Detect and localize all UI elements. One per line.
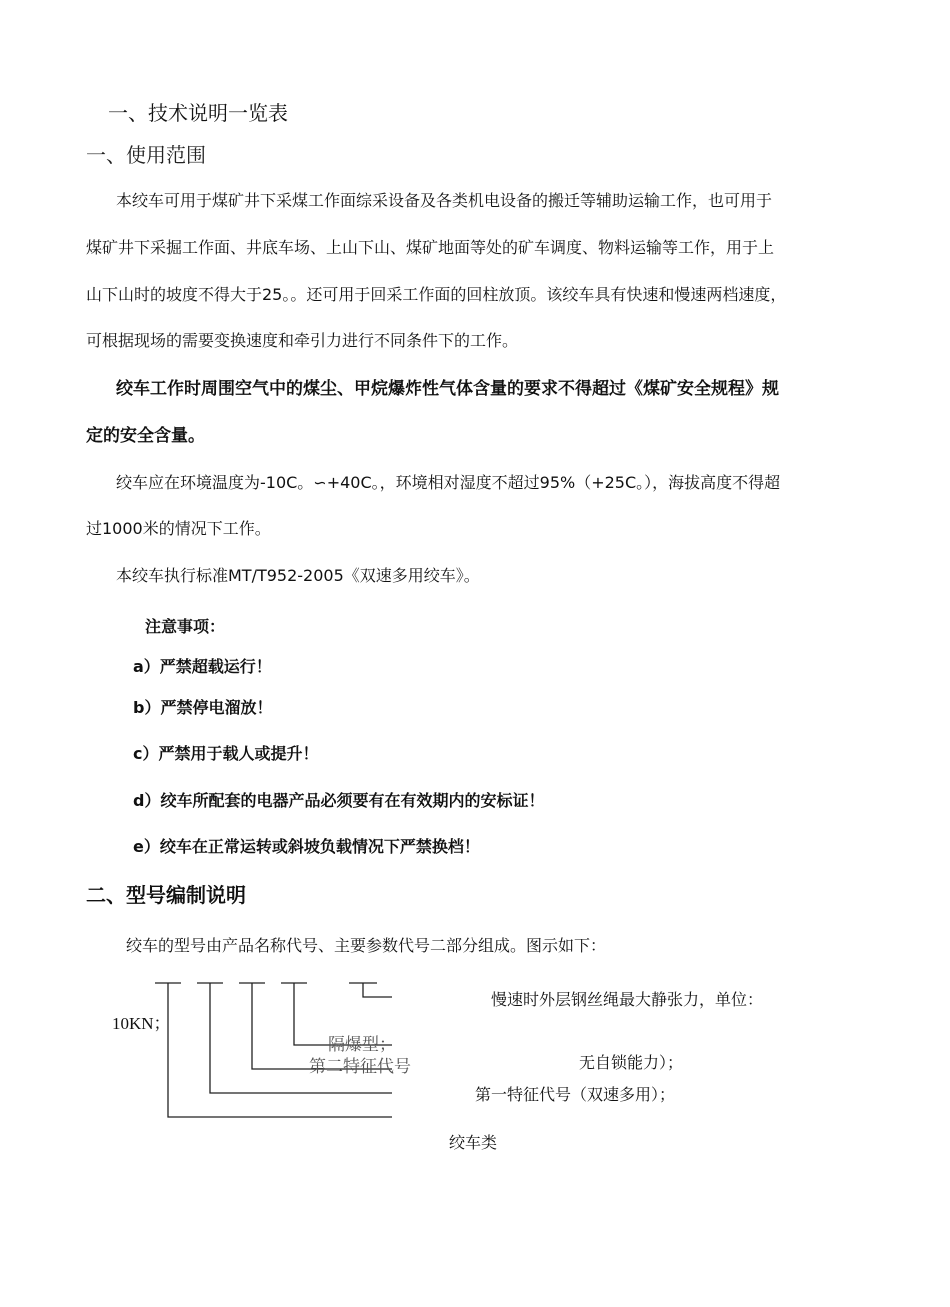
para1-line3: 山下山时的坡度不得大于25。。还可用于回采工作面的回柱放顶。该绞车具有快速和慢速两档速度， (86, 285, 787, 304)
label-winch: 绞车类 (449, 1133, 498, 1152)
para3-line2: 过1000米的情况下工作。 (86, 519, 271, 538)
note-item-b: b）严禁停电溜放！ (133, 698, 273, 717)
para3-line1: 绞车应在环境温度为-10C。∽+40C。，环境相对湿度不超过95%（+25C。），海拔高度不得超 (116, 473, 781, 492)
section1-subtitle: 一、使用范围 (86, 143, 206, 167)
note-item-c: c）严禁用于载人或提升！ (133, 744, 319, 763)
label-tension: 慢速时外层钢丝绳最大静张力，单位： (491, 990, 764, 1009)
note-item-e: e）绞车在正常运转或斜坡负载情况下严禁换档！ (133, 837, 480, 856)
label-feature2: 第二特征代号 (309, 1057, 411, 1077)
note-item-d: d）绞车所配套的电器产品必须要有在有效期内的安标证！ (133, 791, 545, 810)
notes-title: 注意事项： (145, 617, 226, 636)
section2-intro: 绞车的型号由产品名称代号、主要参数代号二部分组成。图示如下： (126, 936, 607, 955)
para4: 本绞车执行标准MT/T952-2005《双速多用绞车》。 (116, 566, 480, 585)
note-item-a: a）严禁超载运行！ (133, 657, 272, 676)
label-noselflock: 无自锁能力）； (579, 1053, 684, 1072)
para2-line1: 绞车工作时周围空气中的煤尘、甲烷爆炸性气体含量的要求不得超过《煤矿安全规程》规 (116, 379, 779, 399)
para1-line2: 煤矿井下采掘工作面、井底车场、上山下山、煤矿地面等处的矿车调度、物料运输等工作，用于上 (86, 238, 775, 257)
section2-title: 二、型号编制说明 (86, 883, 246, 907)
label-explosion: 隔爆型； (328, 1035, 396, 1055)
section1-title: 一、技术说明一览表 (108, 101, 288, 125)
para2-line2: 定的安全含量。 (86, 426, 205, 446)
label-feature1: 第一特征代号（双速多用）； (475, 1085, 676, 1104)
diagram-line-tension (363, 983, 392, 997)
label-10kn: 10KN； (112, 1014, 171, 1033)
para1-line4: 可根据现场的需要变换速度和牵引力进行不同条件下的工作。 (86, 331, 519, 350)
para1-line1: 本绞车可用于煤矿井下采煤工作面综采设备及各类机电设备的搬迁等辅助运输工作，也可用于 (116, 191, 773, 210)
